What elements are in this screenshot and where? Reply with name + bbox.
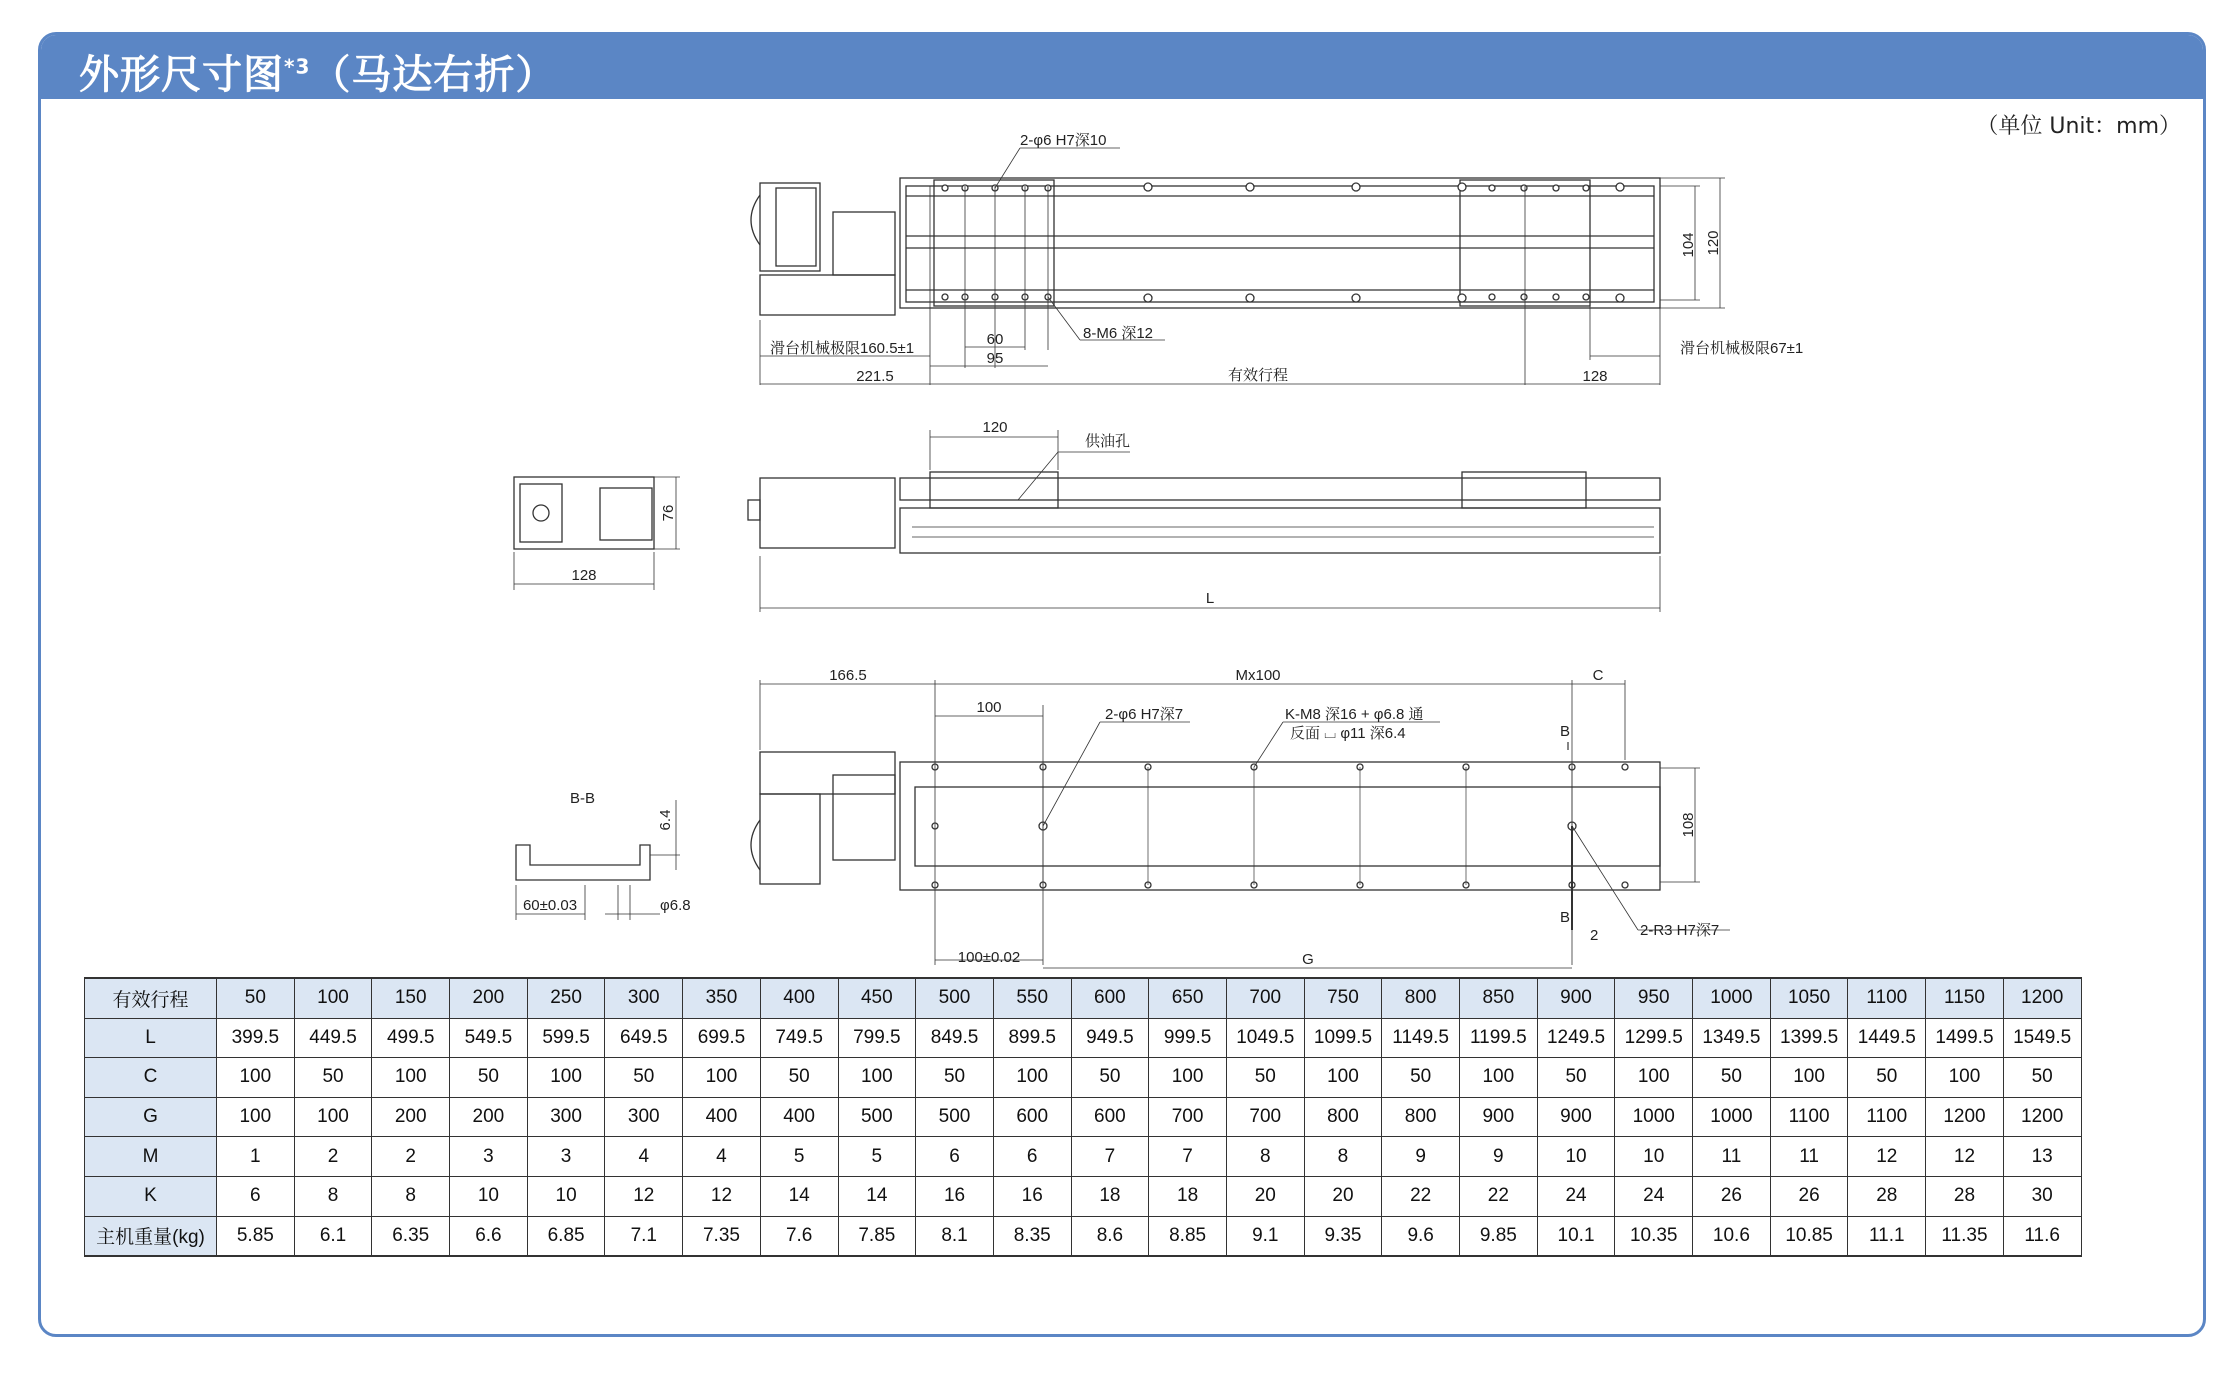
table-row-weight — [85, 1216, 2082, 1256]
table-cell: 1000 — [1693, 1097, 1771, 1137]
top-thread-note: 8-M6 深12 — [1083, 325, 1154, 342]
table-cell: 24 — [1537, 1176, 1615, 1216]
table-cell: 100 — [993, 1058, 1071, 1098]
table-cell: 20 — [1304, 1176, 1382, 1216]
section-profile — [516, 845, 650, 880]
table-cell: 12 — [605, 1176, 683, 1216]
motor-side — [760, 478, 895, 548]
table-cell: 9.85 — [1460, 1216, 1538, 1256]
table-cell: 8.85 — [1149, 1216, 1227, 1256]
table-cell: 750 — [1304, 978, 1382, 1018]
table-cell: 6 — [993, 1137, 1071, 1177]
table-cell: 4 — [605, 1137, 683, 1177]
table-cell: 7.6 — [760, 1216, 838, 1256]
table-cell: 1299.5 — [1615, 1018, 1693, 1058]
table-cell: 8 — [1304, 1137, 1382, 1177]
table-cell: 12 — [1848, 1137, 1926, 1177]
table-cell: 7.35 — [683, 1216, 761, 1256]
b-label-top: B — [1560, 723, 1571, 740]
table-cell: 11 — [1693, 1137, 1771, 1177]
dim-166-5: 166.5 — [829, 667, 867, 684]
table-cell: 30 — [2003, 1176, 2081, 1216]
table-cell: 9.35 — [1304, 1216, 1382, 1256]
table-cell: 799.5 — [838, 1018, 916, 1058]
rail-body — [900, 178, 1660, 308]
table-cell: 1000 — [1693, 978, 1771, 1018]
table-cell: 10.6 — [1693, 1216, 1771, 1256]
table-cell: 1200 — [1926, 1097, 2004, 1137]
table-cell: 500 — [916, 1097, 994, 1137]
table-cell: 1099.5 — [1304, 1018, 1382, 1058]
row-label: C — [85, 1058, 217, 1098]
table-cell: 949.5 — [1071, 1018, 1149, 1058]
slot-note: 2-R3 H7深7 — [1640, 922, 1720, 939]
table-cell: 50 — [217, 978, 295, 1018]
table-cell: 6 — [916, 1137, 994, 1177]
table-cell: 6 — [217, 1176, 295, 1216]
table-cell: 8.6 — [1071, 1216, 1149, 1256]
table-cell: 649.5 — [605, 1018, 683, 1058]
dim-128: 128 — [1582, 368, 1608, 385]
table-cell: 1499.5 — [1926, 1018, 2004, 1058]
table-cell: 100 — [1304, 1058, 1382, 1098]
table-cell: 9 — [1460, 1137, 1538, 1177]
table-cell: 10.35 — [1615, 1216, 1693, 1256]
table-cell: 399.5 — [217, 1018, 295, 1058]
bottom-hole-note: 2-φ6 H7深7 — [1105, 706, 1184, 723]
table-cell: 250 — [527, 978, 605, 1018]
table-cell: 1100 — [1848, 978, 1926, 1018]
table-cell: 16 — [993, 1176, 1071, 1216]
table-cell: 1050 — [1770, 978, 1848, 1018]
unit-label: （单位 Unit：mm） — [1976, 114, 2181, 139]
table-cell: 600 — [993, 1097, 1071, 1137]
row-label: M — [85, 1137, 217, 1177]
cable-loop-bottom — [751, 820, 760, 870]
table-cell: 350 — [683, 978, 761, 1018]
b-label-bottom: B — [1560, 909, 1571, 926]
table-cell: 100 — [1615, 1058, 1693, 1098]
stroke-label: 有效行程 — [1227, 367, 1289, 384]
table-cell: 8.35 — [993, 1216, 1071, 1256]
table-cell: 1000 — [1615, 1097, 1693, 1137]
table-cell: 300 — [605, 1097, 683, 1137]
table-cell: 18 — [1149, 1176, 1227, 1216]
section-dim-60: 60±0.03 — [522, 897, 578, 914]
row-label: G — [85, 1097, 217, 1137]
table-row-G — [85, 1097, 2082, 1137]
end-view — [514, 477, 680, 590]
dim-6-8: φ6.8 — [660, 897, 691, 914]
table-cell: 9 — [1382, 1137, 1460, 1177]
table-cell: 12 — [683, 1176, 761, 1216]
table-cell: 11.1 — [1848, 1216, 1926, 1256]
table-cell: 50 — [1537, 1058, 1615, 1098]
table-cell: 800 — [1382, 1097, 1460, 1137]
table-cell: 500 — [916, 978, 994, 1018]
coupling-box — [833, 212, 895, 275]
table-cell: 8 — [1226, 1137, 1304, 1177]
table-cell: 849.5 — [916, 1018, 994, 1058]
pitch-label: Mx100 — [1235, 667, 1281, 684]
table-cell: 400 — [760, 978, 838, 1018]
table-cell: 1200 — [2003, 978, 2081, 1018]
table-cell: 11.6 — [2003, 1216, 2081, 1256]
table-cell: 1549.5 — [2003, 1018, 2081, 1058]
c-label: C — [1592, 667, 1604, 684]
table-cell: 26 — [1770, 1176, 1848, 1216]
table-cell: 6.85 — [527, 1216, 605, 1256]
table-cell: 850 — [1460, 978, 1538, 1018]
table-cell: 20 — [1226, 1176, 1304, 1216]
table-cell: 150 — [372, 978, 450, 1018]
table-cell: 550 — [993, 978, 1071, 1018]
motor-body — [760, 183, 820, 271]
table-cell: 900 — [1537, 978, 1615, 1018]
table-cell: 100 — [1770, 1058, 1848, 1098]
motor-bottom-box — [760, 752, 895, 794]
table-cell: 6.35 — [372, 1216, 450, 1256]
dim-6-4: 6.4 — [657, 809, 674, 831]
end-shaft — [533, 505, 549, 521]
table-cell: 500 — [838, 1097, 916, 1137]
table-cell: 14 — [838, 1176, 916, 1216]
table-cell: 600 — [1071, 978, 1149, 1018]
spec-table — [84, 977, 2082, 1257]
table-cell: 10.1 — [1537, 1216, 1615, 1256]
table-cell: 100 — [294, 1097, 372, 1137]
table-cell: 300 — [527, 1097, 605, 1137]
table-cell: 10.85 — [1770, 1216, 1848, 1256]
table-cell: 50 — [605, 1058, 683, 1098]
table-cell: 5 — [838, 1137, 916, 1177]
bottom-thread-note-1: K-M8 深16 + φ6.8 通 — [1285, 706, 1424, 723]
table-cell: 400 — [683, 1097, 761, 1137]
g-label: G — [1302, 951, 1314, 968]
table-cell: 14 — [760, 1176, 838, 1216]
table-cell: 10 — [527, 1176, 605, 1216]
table-cell: 26 — [1693, 1176, 1771, 1216]
table-cell: 7.1 — [605, 1216, 683, 1256]
table-cell: 12 — [1926, 1137, 2004, 1177]
section-view-labels — [523, 790, 691, 914]
side-view-labels — [982, 419, 1214, 607]
table-cell: 1150 — [1926, 978, 2004, 1018]
table-cell: 300 — [605, 978, 683, 1018]
table-cell: 50 — [294, 1058, 372, 1098]
end-dim-76: 76 — [660, 504, 677, 522]
row-label: L — [85, 1018, 217, 1058]
cable-loop — [751, 195, 760, 245]
dim-100-tol: 100±0.02 — [957, 949, 1021, 966]
table-cell: 600 — [1071, 1097, 1149, 1137]
rail-bottom-inner — [915, 787, 1660, 866]
section-title: 外形尺寸图$^{*3}$（马达右折） — [79, 52, 557, 98]
table-cell: 4 — [683, 1137, 761, 1177]
table-cell: 449.5 — [294, 1018, 372, 1058]
row-label: 主机重量(kg) — [85, 1216, 217, 1256]
bottom-view-labels — [829, 667, 1719, 968]
table-cell: 9.1 — [1226, 1216, 1304, 1256]
top-hole-note: 2-φ6 H7深10 — [1020, 132, 1107, 149]
motor-bottom — [760, 794, 820, 884]
table-cell: 1200 — [2003, 1097, 2081, 1137]
table-cell: 5.85 — [217, 1216, 295, 1256]
dim-60: 60 — [986, 331, 1004, 348]
dim-108: 108 — [1680, 812, 1697, 838]
table-row-C — [85, 1058, 2082, 1098]
row-label: K — [85, 1176, 217, 1216]
table-row-stroke — [85, 978, 2082, 1018]
table-cell: 22 — [1382, 1176, 1460, 1216]
table-cell: 800 — [1382, 978, 1460, 1018]
table-cell: 700 — [1149, 1097, 1227, 1137]
end-motor — [520, 484, 562, 542]
bottom-view — [751, 680, 1730, 968]
table-cell: 28 — [1926, 1176, 2004, 1216]
table-cell: 1399.5 — [1770, 1018, 1848, 1058]
end-view-labels — [571, 505, 677, 584]
table-cell: 50 — [1693, 1058, 1771, 1098]
table-cell: 1049.5 — [1226, 1018, 1304, 1058]
carriage — [934, 180, 1054, 306]
rail-side — [900, 508, 1660, 553]
table-cell: 700 — [1226, 978, 1304, 1018]
table-cell: 100 — [1149, 1058, 1227, 1098]
table-cell: 9.6 — [1382, 1216, 1460, 1256]
table-cell: 1249.5 — [1537, 1018, 1615, 1058]
table-cell: 100 — [1460, 1058, 1538, 1098]
dim-120: 120 — [1705, 230, 1722, 256]
table-cell: 3 — [450, 1137, 528, 1177]
table-row-K — [85, 1176, 2082, 1216]
table-cell: 5 — [760, 1137, 838, 1177]
bottom-dim-100: 100 — [976, 699, 1002, 716]
table-cell: 699.5 — [683, 1018, 761, 1058]
table-cell: 1199.5 — [1460, 1018, 1538, 1058]
table-cell: 100 — [372, 1058, 450, 1098]
table-cell: 1100 — [1848, 1097, 1926, 1137]
table-cell: 13 — [2003, 1137, 2081, 1177]
table-cell: 599.5 — [527, 1018, 605, 1058]
table-cell: 950 — [1615, 978, 1693, 1018]
table-cell: 50 — [1226, 1058, 1304, 1098]
table-cell: 50 — [760, 1058, 838, 1098]
table-cell: 2 — [294, 1137, 372, 1177]
limit-right: 滑台机械极限67±1 — [1680, 340, 1804, 357]
table-cell: 10 — [450, 1176, 528, 1216]
top-view-labels — [770, 132, 1803, 385]
table-cell: 650 — [1149, 978, 1227, 1018]
table-cell: 1449.5 — [1848, 1018, 1926, 1058]
table-cell: 50 — [2003, 1058, 2081, 1098]
table-cell: 10 — [1615, 1137, 1693, 1177]
table-cell: 50 — [916, 1058, 994, 1098]
table-cell: 100 — [1926, 1058, 2004, 1098]
table-cell: 100 — [217, 1058, 295, 1098]
table-cell: 450 — [838, 978, 916, 1018]
table-cell: 3 — [527, 1137, 605, 1177]
coupling-bottom — [833, 775, 895, 860]
table-row-L — [85, 1018, 2082, 1058]
end-box — [600, 488, 652, 540]
table-cell: 200 — [450, 978, 528, 1018]
table-cell: 200 — [450, 1097, 528, 1137]
table-cell: 1149.5 — [1382, 1018, 1460, 1058]
table-cell: 8.1 — [916, 1216, 994, 1256]
table-cell: 100 — [294, 978, 372, 1018]
table-cell: 22 — [1460, 1176, 1538, 1216]
rail-bottom — [900, 762, 1660, 890]
table-cell: 100 — [683, 1058, 761, 1098]
table-cell: 24 — [1615, 1176, 1693, 1216]
oil-hole-label: 供油孔 — [1085, 433, 1131, 450]
table-cell: 900 — [1537, 1097, 1615, 1137]
table-cell: 6.6 — [450, 1216, 528, 1256]
table-cell: 899.5 — [993, 1018, 1071, 1058]
dim-221-5: 221.5 — [856, 368, 894, 385]
table-cell: 18 — [1071, 1176, 1149, 1216]
rail-top — [900, 478, 1660, 500]
row-label: 有效行程 — [85, 978, 217, 1018]
table-cell: 700 — [1226, 1097, 1304, 1137]
motor-box — [760, 275, 895, 315]
table-cell: 100 — [527, 1058, 605, 1098]
table-cell: 2 — [372, 1137, 450, 1177]
table-cell: 200 — [372, 1097, 450, 1137]
table-cell: 8 — [372, 1176, 450, 1216]
connector — [748, 500, 760, 520]
table-cell: 900 — [1460, 1097, 1538, 1137]
table-cell: 7 — [1071, 1137, 1149, 1177]
table-cell: 8 — [294, 1176, 372, 1216]
table-cell: 50 — [1071, 1058, 1149, 1098]
table-cell: 11 — [1770, 1137, 1848, 1177]
bottom-thread-note-2: 反面 ⌴ φ11 深6.4 — [1290, 725, 1406, 742]
limit-left: 滑台机械极限160.5±1 — [770, 340, 915, 357]
dim-95: 95 — [986, 350, 1004, 367]
motor-inner — [776, 188, 816, 266]
table-cell: 28 — [1848, 1176, 1926, 1216]
table-cell: 6.1 — [294, 1216, 372, 1256]
section-title: B-B — [570, 790, 596, 807]
table-cell: 7 — [1149, 1137, 1227, 1177]
dim-104: 104 — [1680, 232, 1697, 258]
table-cell: 50 — [1848, 1058, 1926, 1098]
table-cell: 1 — [217, 1137, 295, 1177]
length-l: L — [1205, 590, 1215, 607]
table-cell: 100 — [217, 1097, 295, 1137]
table-cell: 999.5 — [1149, 1018, 1227, 1058]
table-cell: 499.5 — [372, 1018, 450, 1058]
side-dim-120: 120 — [982, 419, 1008, 436]
table-cell: 100 — [838, 1058, 916, 1098]
side-view — [748, 430, 1660, 612]
table-cell: 10 — [1537, 1137, 1615, 1177]
table-cell: 800 — [1304, 1097, 1382, 1137]
table-cell: 1349.5 — [1693, 1018, 1771, 1058]
table-cell: 549.5 — [450, 1018, 528, 1058]
rail-inner — [906, 186, 1654, 302]
table-cell: 16 — [916, 1176, 994, 1216]
table-cell: 50 — [450, 1058, 528, 1098]
end-dim-128: 128 — [571, 567, 597, 584]
table-cell: 11.35 — [1926, 1216, 2004, 1256]
table-cell: 7.85 — [838, 1216, 916, 1256]
table-cell: 749.5 — [760, 1018, 838, 1058]
table-row-M — [85, 1137, 2082, 1177]
dim-2: 2 — [1590, 927, 1599, 944]
table-cell: 50 — [1382, 1058, 1460, 1098]
table-cell: 1100 — [1770, 1097, 1848, 1137]
table-cell: 400 — [760, 1097, 838, 1137]
